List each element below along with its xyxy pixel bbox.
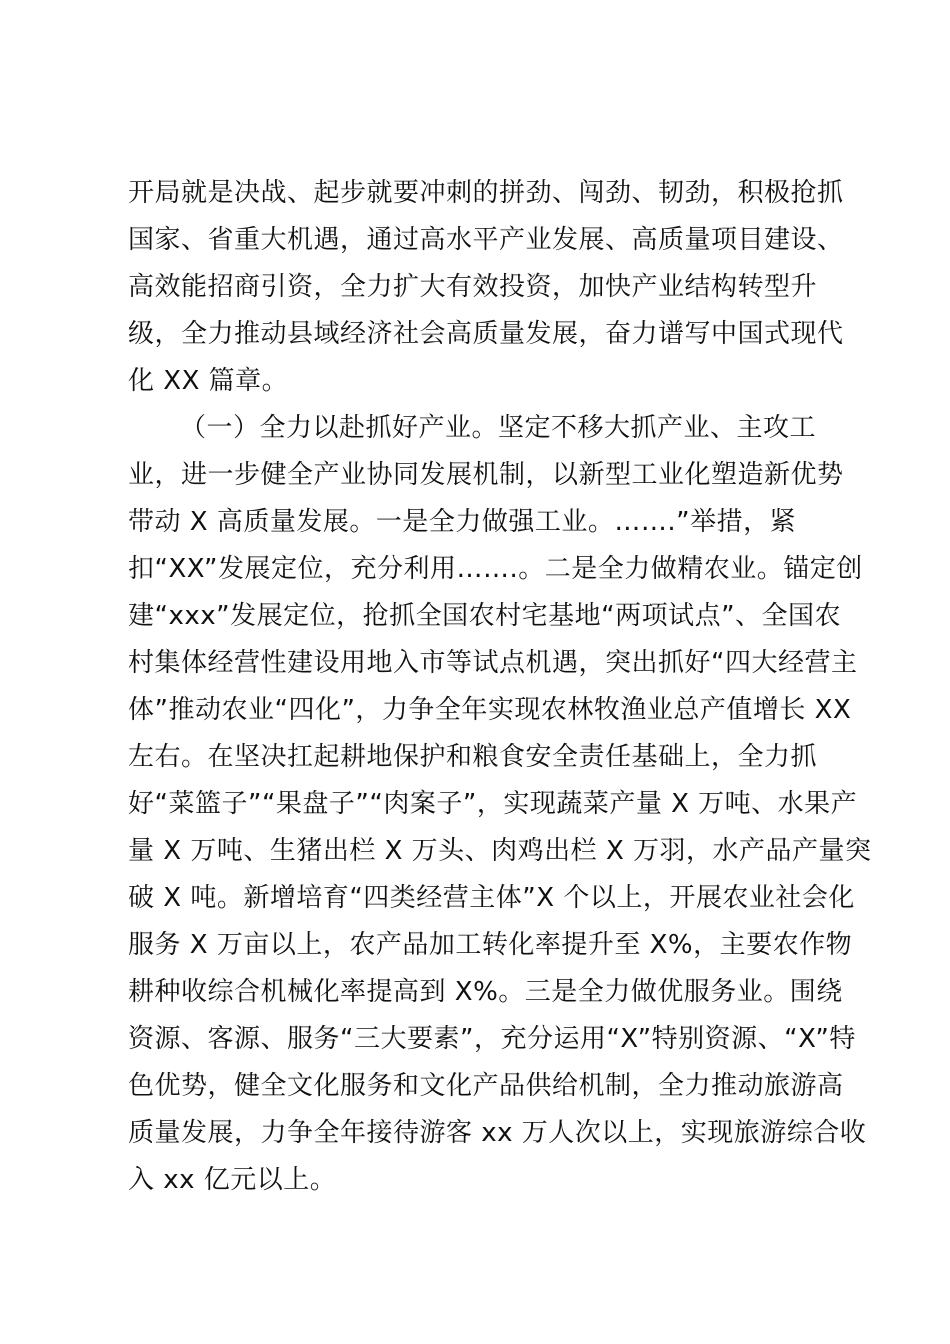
text-line: 带动 X 高质量发展。一是全力做强工业。…….”举措，紧 — [128, 507, 797, 537]
text-line: 色优势，健全文化服务和文化产品供给机制，全力推动旅游高 — [128, 1071, 844, 1101]
text-line: 化 XX 篇章。 — [128, 366, 289, 396]
text-line: 左右。在坚决扛起耕地保护和粮食安全责任基础上，全力抓 — [128, 742, 818, 772]
body-text — [128, 170, 872, 1204]
section-heading-line: （一）全力以赴抓好产业。坚定不移大抓产业、主攻工 — [180, 413, 817, 443]
text-line: 服务 X 万亩以上，农产品加工转化率提升至 X%，主要农作物 — [128, 930, 853, 960]
text-line: 建“xxx”发展定位，抢抓全国农村宅基地“两项试点”、全国农 — [128, 601, 842, 631]
text-line: 好“菜篮子”“果盘子”“肉案子”，实现蔬菜产量 X 万吨、水果产 — [128, 789, 858, 819]
text-line: 开局就是决战、起步就要冲刺的拼劲、闯劲、韧劲，积极抢抓 — [128, 178, 844, 208]
text-line: 破 X 吨。新增培育“四类经营主体”X 个以上，开展农业社会化 — [128, 883, 855, 913]
text-line: 质量发展，力争全年接待游客 xx 万人次以上，实现旅游综合收 — [128, 1118, 867, 1148]
text-line: 入 xx 亿元以上。 — [128, 1165, 337, 1195]
text-line: 级，全力推动县域经济社会高质量发展，奋力谱写中国式现代 — [128, 319, 844, 349]
text-line: 耕种收综合机械化率提高到 X%。三是全力做优服务业。围绕 — [128, 977, 843, 1007]
text-line: 村集体经营性建设用地入市等试点机遇，突出抓好“四大经营主 — [128, 648, 858, 678]
text-line: 高效能招商引资，全力扩大有效投资，加快产业结构转型升 — [128, 272, 818, 302]
text-line: 量 X 万吨、生猪出栏 X 万头、肉鸡出栏 X 万羽，水产品产量突 — [128, 836, 872, 866]
text-line: 业，进一步健全产业协同发展机制，以新型工业化塑造新优势 — [128, 460, 844, 490]
text-line: 资源、客源、服务“三大要素”，充分运用“X”特别资源、“X”特 — [128, 1024, 856, 1054]
text-line: 扣“XX”发展定位，充分利用…….。二是全力做精农业。锚定创 — [128, 554, 863, 584]
text-line: 国家、省重大机遇，通过高水平产业发展、高质量项目建设、 — [128, 225, 844, 255]
text-line: 体”推动农业“四化”，力争全年实现农林牧渔业总产值增长 XX — [128, 695, 852, 725]
